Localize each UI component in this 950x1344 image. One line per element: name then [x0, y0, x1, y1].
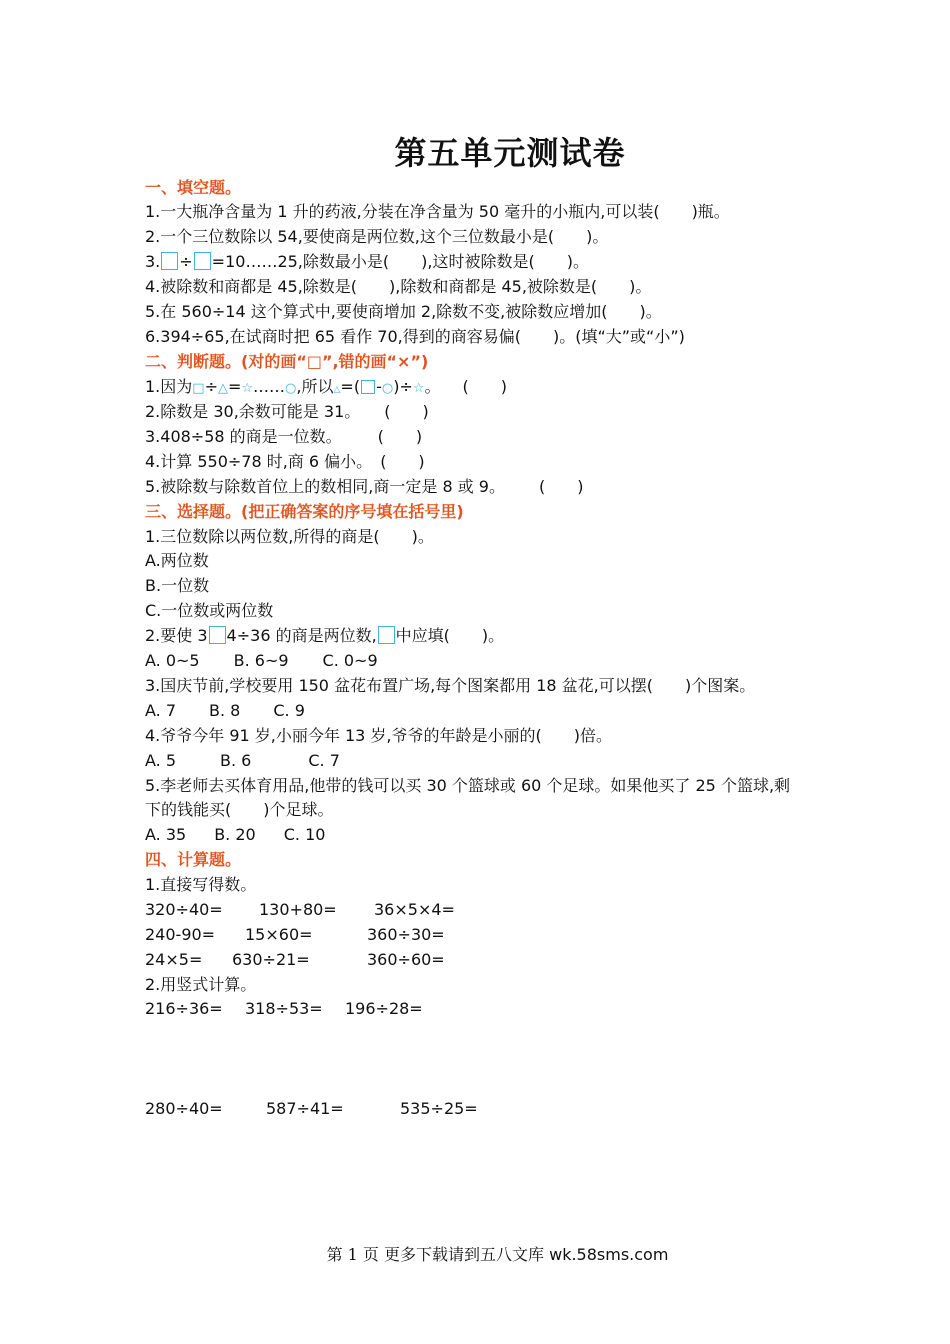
blank-box[interactable] [194, 252, 211, 270]
fill-question-3 [145, 250, 815, 275]
choice-q5-options [145, 823, 815, 848]
calc-question-1: 1.直接写得数。 [145, 875, 257, 894]
fill-question-2: 2.一个三位数除以 54,要使商是两位数,这个三位数最小是( )。 [145, 227, 609, 246]
judge-q4-text: 4.计算 550÷78 时,商 6 偏小。 [145, 452, 373, 471]
footer-text: 第 1 页 更多下载请到五八文库 [326, 1245, 550, 1264]
choice-q1-option-b[interactable]: B.一位数 [145, 576, 210, 595]
judge-q1-end: 。 [424, 377, 441, 396]
judge-q1-so: ,所以 [296, 377, 334, 396]
calc-item: 280÷40= [145, 1099, 223, 1118]
choice-option-c[interactable]: C. 7 [308, 751, 340, 770]
fill-q3-number: 3. [145, 252, 161, 271]
judge-q1-close-divide: )÷ [393, 377, 413, 396]
judge-q1-equals-open: =( [340, 377, 361, 396]
star-icon: ☆ [241, 381, 254, 396]
answer-parens[interactable]: ( ) [384, 402, 429, 421]
choice-option-a[interactable]: A. 7 [145, 701, 177, 720]
calc-item: 15×60= [245, 925, 313, 944]
choice-option-b[interactable]: B. 6~9 [233, 651, 289, 670]
calc-item: 196÷28= [345, 999, 423, 1018]
judge-question-4 [145, 450, 815, 475]
calc-item: 24×5= [145, 950, 203, 969]
choice-option-c[interactable]: C. 10 [283, 825, 326, 844]
choice-q3-options [145, 699, 815, 724]
section-choice-heading: 三、选择题。(把正确答案的序号填在括号里) [145, 502, 464, 521]
fill-question-6: 6.394÷65,在试商时把 65 看作 70,得到的商容易偏( )。(填“大”或“小”) [145, 327, 685, 346]
choice-question-1: 1.三位数除以两位数,所得的商是( )。 [145, 527, 434, 546]
calc-item: 318÷53= [245, 999, 323, 1018]
calc-item: 360÷30= [367, 925, 445, 944]
judge-q1-prefix: 1.因为 [145, 377, 193, 396]
choice-option-a[interactable]: A. 35 [145, 825, 187, 844]
judge-question-2 [145, 400, 815, 425]
judge-question-1 [145, 375, 815, 403]
page-footer [0, 1242, 950, 1265]
answer-parens[interactable]: ( ) [538, 477, 584, 496]
judge-q1-dots: …… [253, 377, 286, 396]
judge-q5-text: 5.被除数与除数首位上的数相同,商一定是 8 或 9。 [145, 477, 505, 496]
fill-question-1: 1.一大瓶净含量为 1 升的药液,分装在净含量为 50 毫升的小瓶内,可以装( )瓶。 [145, 202, 730, 221]
judge-q1-divide: ÷ [204, 377, 218, 396]
calc-item: 630÷21= [232, 950, 310, 969]
choice-option-a[interactable]: A. 0~5 [145, 651, 200, 670]
choice-option-c[interactable]: C. 9 [273, 701, 305, 720]
choice-question-2 [145, 624, 815, 649]
choice-q1-option-a[interactable]: A.两位数 [145, 551, 209, 570]
choice-q2-end: 中应填( )。 [395, 626, 505, 645]
calc-item: 130+80= [259, 900, 337, 919]
judge-question-5 [145, 475, 815, 500]
blank-box[interactable] [209, 626, 226, 644]
footer-site-link[interactable]: wk.58sms.com [549, 1245, 669, 1264]
star-icon: ☆ [412, 381, 425, 396]
fill-question-5: 5.在 560÷14 这个算式中,要使商增加 2,除数不变,被除数应增加( )。 [145, 302, 662, 321]
fill-q3-rest: =10……25,除数最小是( ),这时被除数是( )。 [211, 252, 589, 271]
judge-q2-text: 2.除数是 30,余数可能是 31。 [145, 402, 361, 421]
choice-question-3: 3.国庆节前,学校要用 150 盆花布置广场,每个图案都用 18 盆花,可以摆( )个图案。 [145, 676, 756, 695]
section-fill-heading: 一、填空题。 [145, 178, 242, 197]
choice-q2-middle: 4÷36 的商是两位数, [226, 626, 377, 645]
answer-parens[interactable]: ( ) [380, 452, 425, 471]
section-calc-heading: 四、计算题。 [145, 850, 242, 869]
answer-parens[interactable]: ( ) [377, 427, 423, 446]
choice-option-a[interactable]: A. 5 [145, 751, 177, 770]
blank-box[interactable] [378, 626, 395, 644]
calc-item: 216÷36= [145, 999, 223, 1018]
square-icon: □ [192, 381, 205, 396]
answer-parens[interactable]: ( ) [462, 377, 508, 396]
calc-item: 36×5×4= [374, 900, 455, 919]
choice-question-5-line1: 5.李老师去买体育用品,他带的钱可以买 30 个篮球或 60 个足球。如果他买了 25 个篮球,剩 [145, 776, 791, 795]
choice-q1-option-c[interactable]: C.一位数或两位数 [145, 601, 274, 620]
choice-question-4: 4.爷爷今年 91 岁,小丽今年 13 岁,爷爷的年龄是小丽的( )倍。 [145, 726, 612, 745]
triangle-icon: △ [333, 385, 341, 395]
choice-q2-options [145, 649, 815, 674]
choice-option-b[interactable]: B. 20 [214, 825, 256, 844]
circle-icon: ○ [381, 381, 394, 396]
section-judge-heading: 二、判断题。(对的画“□”,错的画“×”) [145, 352, 429, 371]
square-icon [361, 380, 375, 394]
calc-item: 587÷41= [266, 1099, 344, 1118]
calc-item: 535÷25= [400, 1099, 478, 1118]
judge-q1-minus: - [376, 377, 382, 396]
calc-item: 320÷40= [145, 900, 223, 919]
judge-q3-text: 3.408÷58 的商是一位数。 [145, 427, 342, 446]
blank-box[interactable] [161, 252, 178, 270]
choice-option-c[interactable]: C. 0~9 [322, 651, 378, 670]
judge-q1-equals: = [227, 377, 242, 396]
choice-question-5-line2: 下的钱能买( )个足球。 [145, 800, 334, 819]
page-title: 第五单元测试卷 [394, 134, 626, 172]
choice-option-b[interactable]: B. 6 [220, 751, 252, 770]
choice-q4-options [145, 749, 815, 774]
fill-q3-divide: ÷ [179, 252, 193, 271]
calc-question-2: 2.用竖式计算。 [145, 975, 257, 994]
judge-question-3 [145, 425, 815, 450]
fill-question-4: 4.被除数和商都是 45,除数是( ),除数和商都是 45,被除数是( )。 [145, 277, 652, 296]
triangle-icon: △ [217, 381, 228, 396]
choice-option-b[interactable]: B. 8 [209, 701, 241, 720]
circle-icon: ○ [285, 381, 297, 396]
choice-q2-prefix: 2.要使 3 [145, 626, 208, 645]
calc-item: 240-90= [145, 925, 216, 944]
calc-item: 360÷60= [367, 950, 445, 969]
